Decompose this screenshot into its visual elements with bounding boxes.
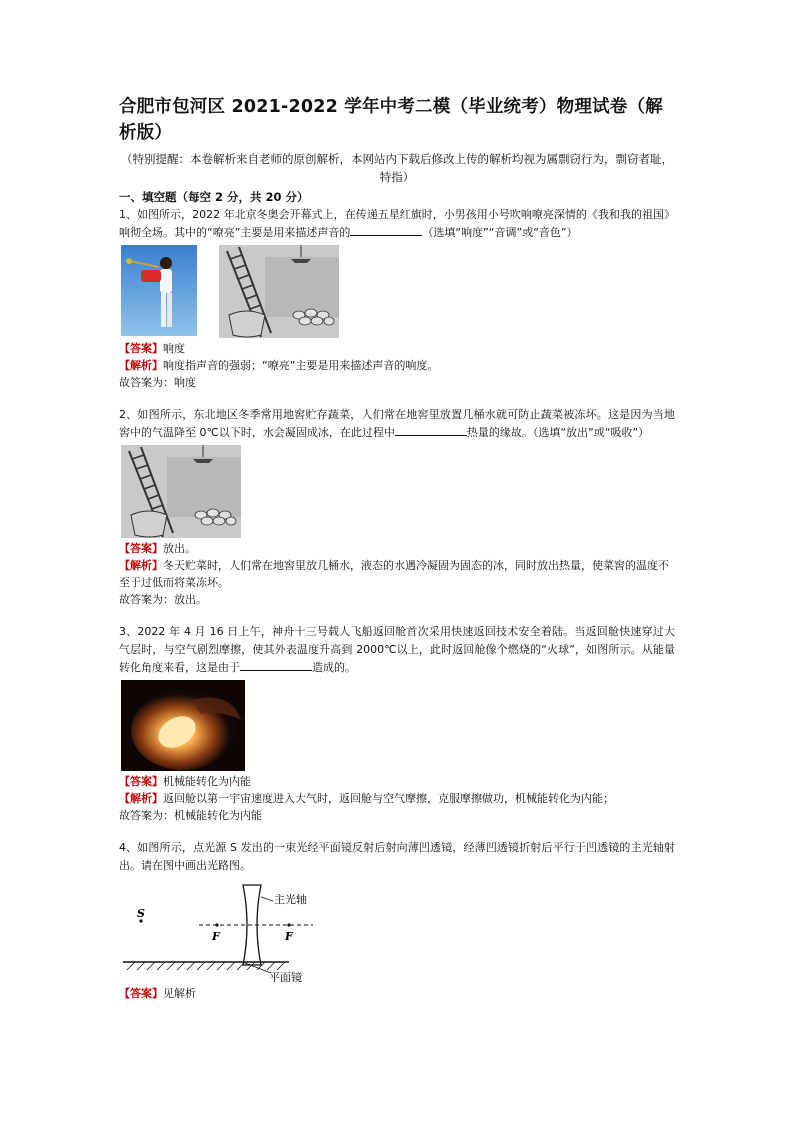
answer-2: 【答案】放出。 — [119, 542, 196, 555]
analysis-2: 【解析】冬天贮菜时，人们常在地窖里放几桶水，液态的水遇冷凝固为固态的冰，同时放出热量，使菜窖的温度不至于过低而将菜冻坏。 — [119, 559, 669, 589]
answer-1: 【答案】响度 — [119, 342, 185, 355]
trumpet-boy-photo — [121, 245, 197, 336]
label-plane-mirror: 平面镜 — [269, 971, 302, 983]
document-page — [119, 94, 675, 1002]
cellar-illustration — [219, 245, 339, 338]
answer-blank — [395, 424, 467, 436]
answer-blank — [350, 224, 422, 236]
label-principal-axis: 主光轴 — [274, 893, 307, 906]
focal-point-right — [287, 923, 290, 926]
question-4: 4、如图所示，点光源 S 发出的一束光经平面镜反射后射向薄凹透镜，经薄凹透镜折射后平行于凹透镜的主光轴射出。请在图中画出光路图。 — [119, 841, 675, 872]
section-title: 一、填空题（每空 2 分，共 20 分） — [119, 190, 309, 204]
page-title: 合肥市包河区 2021-2022 学年中考二模（毕业统考）物理试卷（解析版） — [119, 97, 663, 143]
focal-point-left — [215, 923, 218, 926]
answer-blank — [240, 659, 312, 671]
analysis-1: 【解析】响度指声音的强弱；“嘹亮”主要是用来描述声音的响度。 — [119, 359, 439, 372]
question-1-figures — [121, 245, 675, 338]
conclusion-3: 故答案为：机械能转化为内能 — [119, 809, 262, 822]
question-2: 2、如图所示，东北地区冬季常用地窖贮存蔬菜，人们常在地窖里放置几桶水就可防止蔬菜被冻坏。这是因为当地窖中的气温降至 0℃以下时，水会凝固成冰，在此过程中 热量的缘故。（选填“放出”或“吸收”） — [119, 408, 675, 439]
conclusion-2: 故答案为：放出。 — [119, 593, 207, 606]
label-f-left: F — [212, 930, 220, 943]
label-s: S — [137, 907, 145, 920]
question-2-figures — [121, 445, 675, 538]
label-f-right: F — [285, 930, 293, 943]
optics-diagram — [121, 881, 321, 983]
question-1: 1、如图所示，2022 年北京冬奥会开幕式上，在传递五星红旗时，小男孩用小号吹响嘹亮深情的《我和我的祖国》响彻全场。其中的“嘹亮”主要是用来描述声音的 （选填“响度”“音调”或“音色”） — [119, 208, 675, 239]
notice: （特别提醒：本卷解析来自老师的原创解析，本网站内下载后修改上传的解析均视为属剽窃行为，剽窃者耻，特指） — [121, 152, 673, 184]
analysis-3: 【解析】返回舱以第一宇宙速度进入大气时，返回舱与空气摩擦，克服摩擦做功，机械能转化为内能； — [119, 792, 614, 805]
reentry-capsule-photo — [121, 680, 245, 771]
answer-3: 【答案】机械能转化为内能 — [119, 775, 251, 788]
question-3-figures — [121, 680, 675, 771]
question-3: 3、2022 年 4 月 16 日上午，神舟十三号载人飞船返回舱首次采用快速返回技术安全着陆。当返回舱快速穿过大气层时，与空气剧烈摩擦，使其外表温度升高到 2000℃以上，此时返回舱像个燃烧的“火球”，如图所示。从能量转化角度来看，这是由于 造成的。 — [119, 625, 675, 674]
answer-4: 【答案】见解析 — [119, 987, 196, 1000]
conclusion-1: 故答案为：响度 — [119, 376, 196, 389]
cellar-illustration — [121, 445, 241, 538]
